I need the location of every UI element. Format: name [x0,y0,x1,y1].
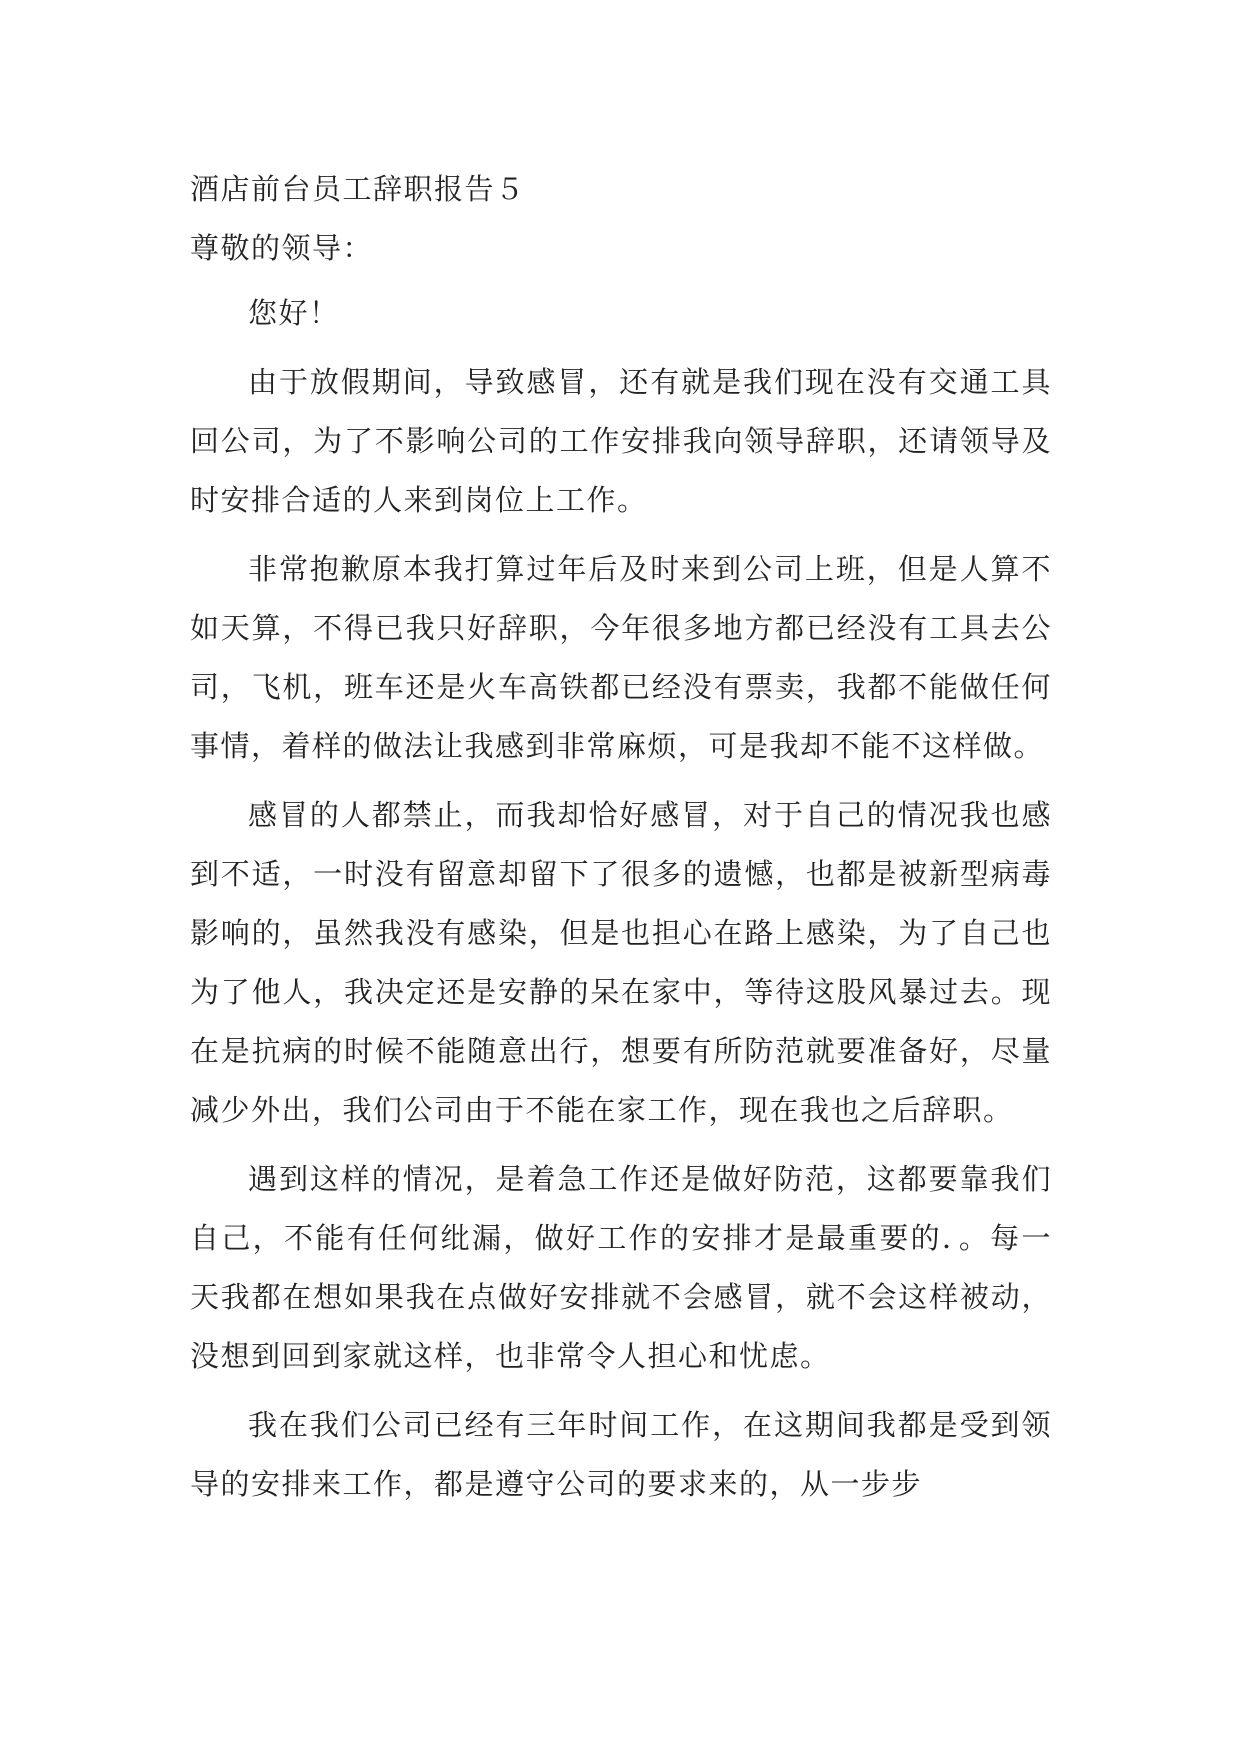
document-title: 酒店前台员工辞职报告５ [190,172,526,206]
body-paragraph-4: 遇到这样的情况，是着急工作还是做好防范，这都要靠我们自己，不能有任何纰漏，做好工作的安排才是最重要的．。每一天我都在想如果我在点做好安排就不会感冒，就不会这样被动，没想到回到家就这样，也非常令人担心和忧虑。 [190,1162,1052,1373]
body-paragraph-5: 我在我们公司已经有三年时间工作，在这期间我都是受到领导的安排来工作，都是遵守公司的要求来的，从一步步 [190,1408,1052,1501]
body-paragraph-2: 非常抱歉原本我打算过年后及时来到公司上班，但是人算不如天算，不得已我只好辞职，今年很多地方都已经没有工具去公司，飞机，班车还是火车高铁都已经没有票卖，我都不能做任何事情，着样的做法让我感到非常麻烦，可是我却不能不这样做。 [190,552,1052,763]
body-paragraph-3: 感冒的人都禁止，而我却恰好感冒，对于自己的情况我也感到不适，一时没有留意却留下了很多的遗憾，也都是被新型病毒影响的，虽然我没有感染，但是也担心在路上感染，为了自己也为了他人，我决定还是安静的呆在家中，等待这股风暴过去。现在是抗病的时候不能随意出行，想要有所防范就要准备好，尽量减少外出，我们公司由于不能在家工作，现在我也之后辞职。 [190,798,1052,1127]
salutation: 尊敬的领导： [190,231,374,265]
document-body [190,160,1052,1514]
greeting-paragraph: 您好！ [248,296,340,330]
body-paragraph-1: 由于放假期间，导致感冒，还有就是我们现在没有交通工具回公司，为了不影响公司的工作安排我向领导辞职，还请领导及时安排合适的人来到岗位上工作。 [190,365,1052,517]
